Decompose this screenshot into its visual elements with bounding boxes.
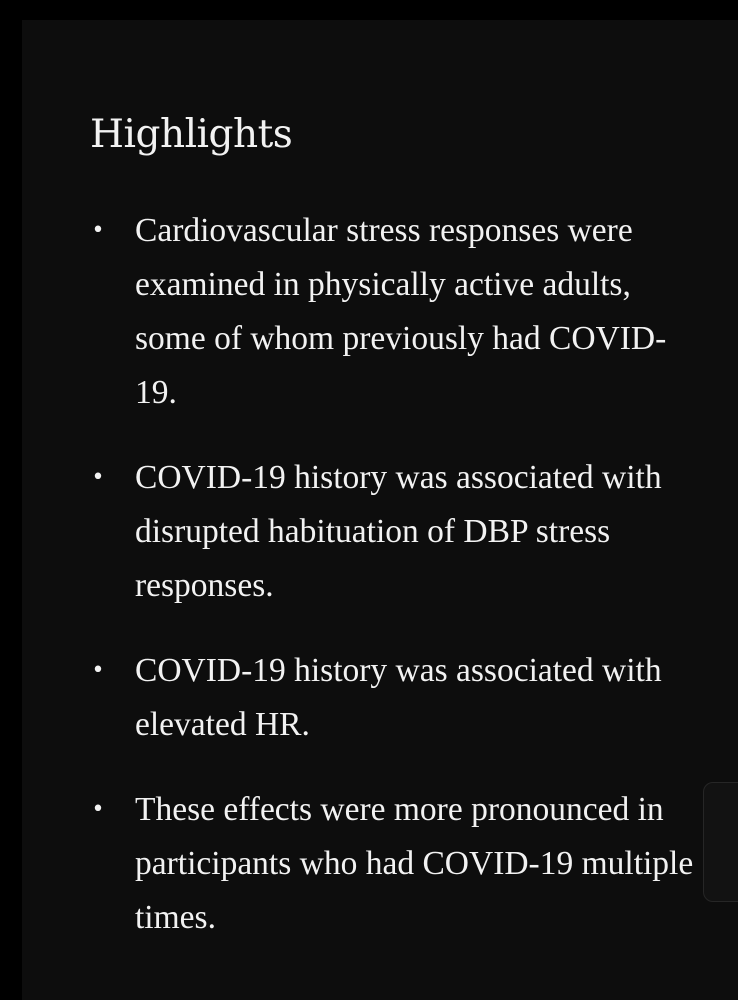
highlight-item (22, 644, 738, 752)
bullet-icon: • (91, 465, 105, 490)
highlight-item (22, 451, 738, 613)
highlight-item (22, 204, 738, 420)
highlight-text: Cardiovascular stress responses were examined in physically active adults, some of whom previously had COVID-19. (135, 212, 667, 411)
highlights-panel (22, 20, 738, 1000)
side-panel-tab[interactable] (703, 782, 738, 902)
bullet-icon: • (91, 218, 105, 243)
highlight-item (22, 783, 738, 945)
bullet-icon: • (91, 658, 105, 683)
highlights-list (22, 204, 738, 976)
bullet-icon: • (91, 797, 105, 822)
highlight-text: These effects were more pronounced in participants who had COVID-19 multiple times. (135, 791, 694, 936)
highlight-text: COVID-19 history was associated with elevated HR. (135, 652, 662, 743)
highlight-text: COVID-19 history was associated with disrupted habituation of DBP stress responses. (135, 459, 662, 604)
section-title: Highlights (90, 112, 293, 157)
